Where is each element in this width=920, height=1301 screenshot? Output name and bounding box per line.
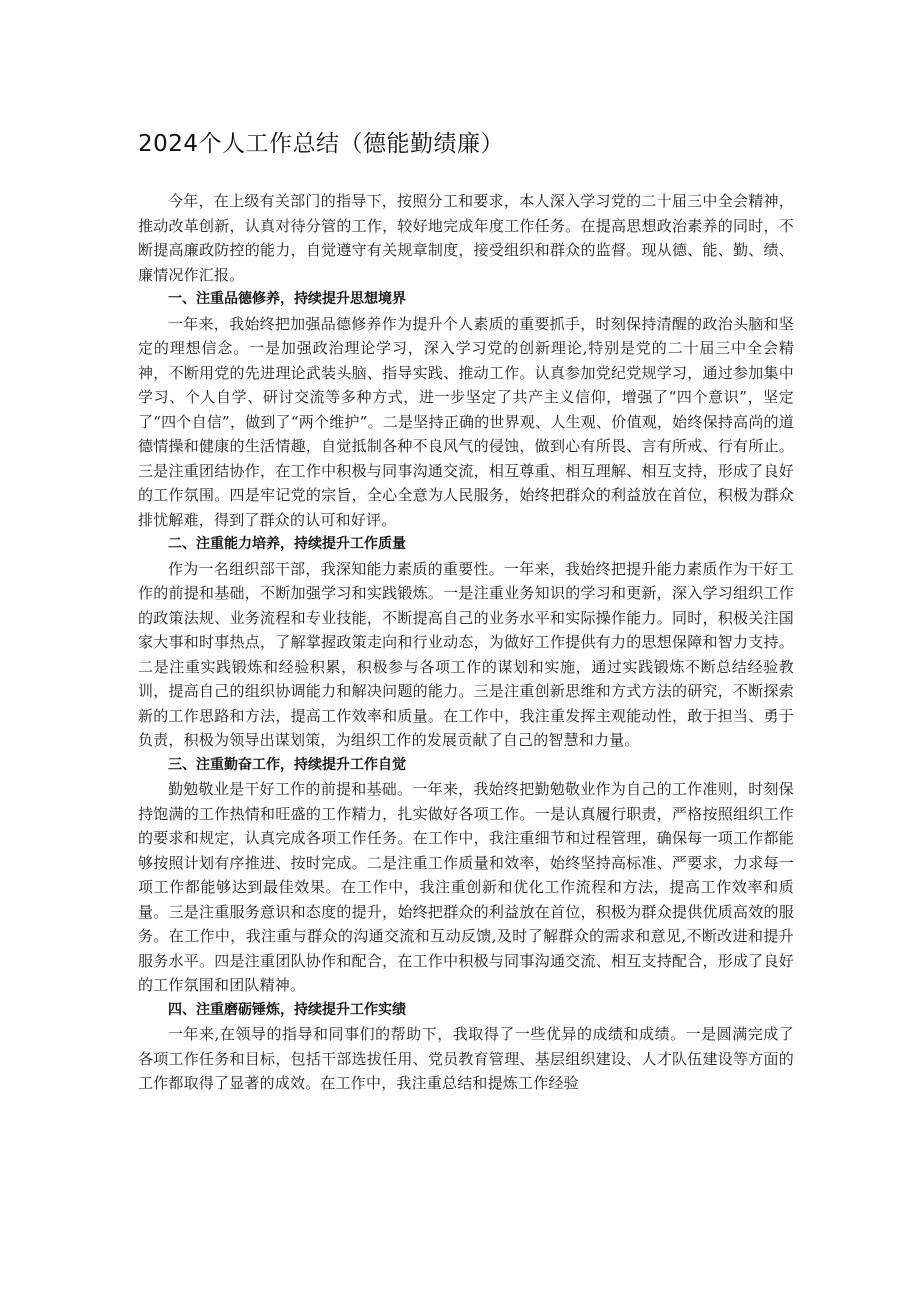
- document-title: 2024个人工作总结（德能勤绩廉）: [138, 131, 505, 157]
- section-1-heading: 一、注重品德修养，持续提升思想境界: [168, 291, 406, 307]
- document-page: [138, 126, 794, 1096]
- section-4-heading: 四、注重磨砺锤炼，持续提升工作实绩: [168, 1001, 406, 1018]
- section-2-heading: 二、注重能力培养，持续提升工作质量: [168, 536, 406, 552]
- section-1-body: 一年来，我始终把加强品德修养作为提升个人素质的重要抓手，时刻保持清醒的政治头脑和坚定的理想信念。一是加强政治理论学习，深入学习党的创新理论,特别是党的二十届三中全会精神，不断用党的先进理论武装头脑、指导实践、推动工作。认真参加党纪党规学习，通过参加集中学习、个人自学、研讨交流等多种方式，进一步坚定了共产主义信仰，增强了“四个意识”，坚定了“四个自信”，做到了“两个维护”。二是坚持正确的世界观、人生观、价值观，始终保持高尚的道德情操和健康的生活情趣，自觉抵制各种不良风气的侵蚀，做到心有所畏、言有所戒、行有所止。三是注重团结协作，在工作中积极与同事沟通交流，相互尊重、相互理解、相互支持，形成了良好的工作氛围。四是牢记党的宗旨，全心全意为人民服务，始终把群众的利益放在首位，积极为群众排忧解难，得到了群众的认可和好评。: [138, 314, 794, 529]
- section-2-body: 作为一名组织部干部，我深知能力素质的重要性。一年来，我始终把提升能力素质作为干好工作的前提和基础，不断加强学习和实践锻炼。一是注重业务知识的学习和更新，深入学习组织工作的政策法规、业务流程和专业技能，不断提高自己的业务水平和实际操作能力。同时，积极关注国家大事和时事热点，了解掌握政策走向和行业动态，为做好工作提供有力的思想保障和智力支持。二是注重实践锻炼和经验积累，积极参与各项工作的谋划和实施，通过实践锻炼不断总结经验教训，提高自己的组织协调能力和解决问题的能力。三是注重创新思维和方式方法的研究，不断探索新的工作思路和方法，提高工作效率和质量。在工作中，我注重发挥主观能动性，敢于担当、勇于负责，积极为领导出谋划策，为组织工作的发展贡献了自己的智慧和力量。: [138, 559, 794, 749]
- intro-paragraph: 今年，在上级有关部门的指导下，按照分工和要求，本人深入学习党的二十届三中全会精神，推动改革创新，认真对待分管的工作，较好地完成年度工作任务。在提高思想政治素养的同时，不断提高廉政防控的能力，自觉遵守有关规章制度，接受组织和群众的监督。现从德、能、勤、绩、廉情况作汇报。: [138, 192, 794, 284]
- section-3-heading: 三、注重勤奋工作，持续提升工作自觉: [168, 756, 406, 773]
- section-4-body: 一年来,在领导的指导和同事们的帮助下，我取得了一些优异的成绩和成绩。一是圆满完成了各项工作任务和目标，包括干部选拔任用、党员教育管理、基层组织建设、人才队伍建设等方面的工作都取得了显著的成效。在工作中，我注重总结和提炼工作经验: [138, 1025, 794, 1092]
- section-3-body: 勤勉敬业是干好工作的前提和基础。一年来，我始终把勤勉敬业作为自己的工作准则，时刻保持饱满的工作热情和旺盛的工作精力，扎实做好各项工作。一是认真履行职责，严格按照组织工作的要求和规定，认真完成各项工作任务。在工作中，我注重细节和过程管理，确保每一项工作都能够按照计划有序推进、按时完成。二是注重工作质量和效率，始终坚持高标准、严要求，力求每一项工作都能够达到最佳效果。在工作中，我注重创新和优化工作流程和方法，提高工作效率和质量。三是注重服务意识和态度的提升，始终把群众的利益放在首位，积极为群众提供优质高效的服务。在工作中，我注重与群众的沟通交流和互动反馈,及时了解群众的需求和意见,不断改进和提升服务水平。四是注重团队协作和配合，在工作中积极与同事沟通交流、相互支持配合，形成了良好的工作氛围和团队精神。: [138, 780, 794, 994]
